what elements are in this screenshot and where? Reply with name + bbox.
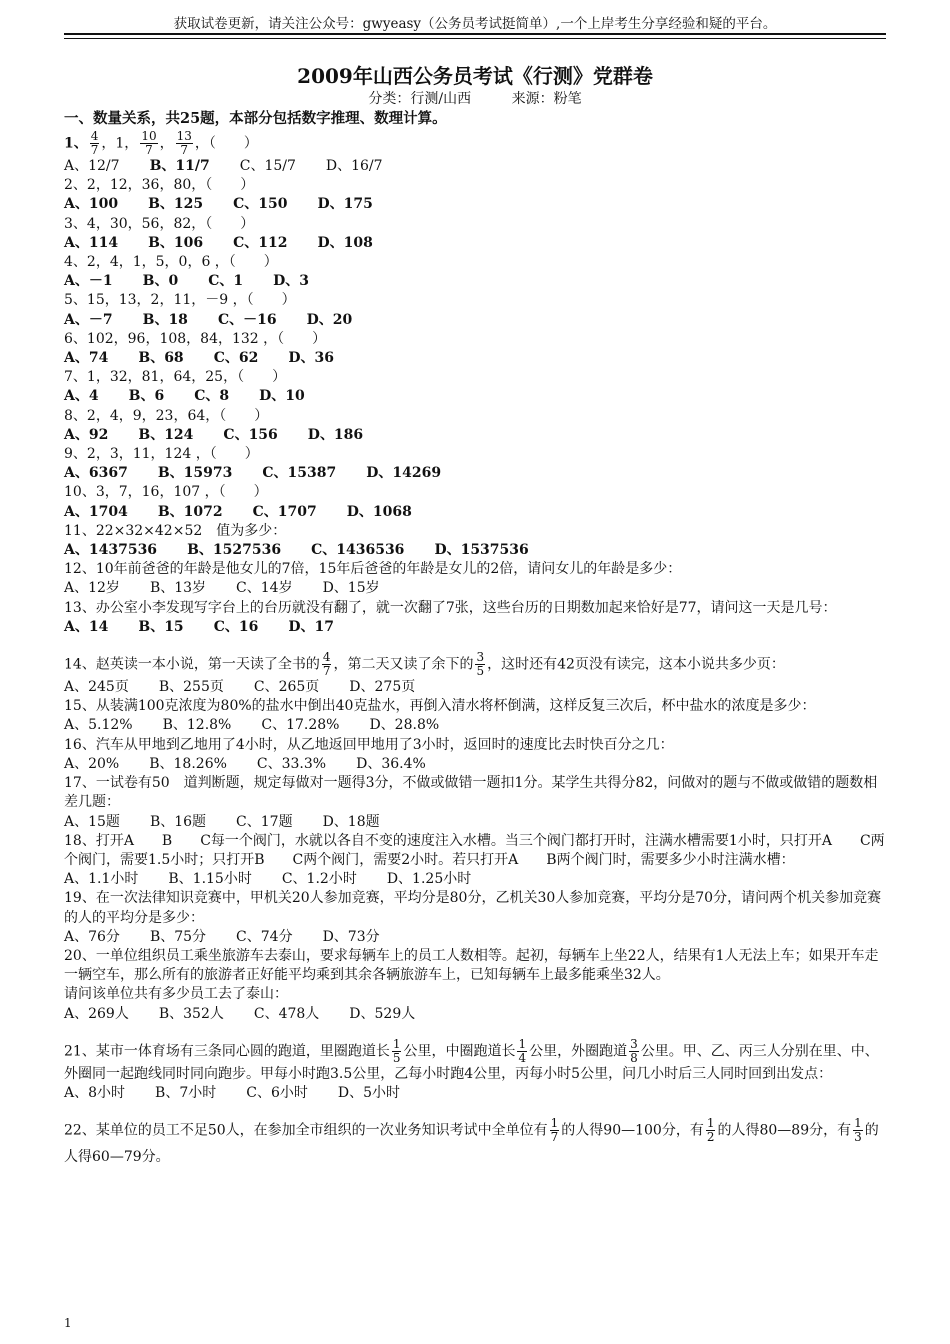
- options-7: A、4 B、6 C、8 D、10: [64, 388, 305, 405]
- options-9: A、6367 B、15973 C、15387 D、14269: [64, 465, 442, 482]
- question-21: 21、某市一体育场有三条同心圆的跑道，里圈跑道长 $\frac{1}{5}$ 公里，中圈跑道长 $\frac{1}{4}$ 公里，外圈跑道 $\frac{3}{8}$ 公里。甲、乙、丙三人分别在里、中、外圈同一起跑线同时同向跑步。甲每小时跑3.5公里，乙每小时跑4公里，丙每小时5公里，问几小时后三人同时回到出发点：: [64, 1036, 879, 1082]
- question-6: 6、102，96，108，84，132 ，（ ）: [64, 330, 327, 347]
- fraction: $\frac{13}{7}$: [176, 129, 192, 157]
- question-15: 15、从装满100克浓度为80%的盐水中倒出40克盐水，再倒入清水将杯倒满，这样反复三次后，杯中盐水的浓度是多少：: [64, 698, 816, 715]
- question-19: 19、在一次法律知识竞赛中，甲机关20人参加竞赛，平均分是80分，乙机关30人参加竞赛，平均分是70分，请问两个机关参加竞赛的人的平均分是多少：: [64, 890, 882, 926]
- options-13: A、14 B、15 C、16 D、17: [64, 618, 334, 635]
- options-8: A、92 B、124 C、156 D、186: [64, 426, 364, 443]
- question-14: 14、赵英读一本小说，第一天读了全书的 $\frac{4}{7}$ ，第二天又读了余下的 $\frac{3}{5}$ ，这时还有42页没有读完，这本小说共多少页：: [64, 650, 785, 679]
- options-12: A、12岁 B、13岁 C、14岁 D、15岁: [64, 580, 380, 597]
- options-2: A、100 B、125 C、150 D、175: [64, 196, 373, 213]
- options-14: A、245页 B、255页 C、265页 D、275页: [64, 679, 416, 696]
- fraction: $\frac{1}{2}$: [706, 1116, 715, 1145]
- question-12: 12、10年前爸爸的年龄是他女儿的7倍，15年后爸爸的年龄是女儿的2倍，请问女儿的年龄是多少：: [64, 561, 682, 578]
- options-18: A、1.1小时 B、1.15小时 C、1.2小时 D、1.25小时: [64, 871, 472, 888]
- question-18: 18、打开A B C每一个阀门，水就以各自不变的速度注入水槽。当三个阀门都打开时，注满水槽需要1小时，只打开A C两个阀门，需要1.5小时；只打开B C两个阀门，需要2小时。若只打开A B两个阀门时，需要多少小时注满水槽：: [64, 832, 885, 868]
- question-8: 8、2，4，9，23，64，（ ）: [64, 407, 269, 424]
- options-11: A、1437536 B、1527536 C、1436536 D、1537536: [64, 542, 529, 559]
- options-10: A、1704 B、1072 C、1707 D、1068: [64, 503, 412, 520]
- options-16: A、20% B、18.26% C、33.3% D、36.4%: [64, 755, 426, 772]
- options-21: A、8小时 B、7小时 C、6小时 D、5小时: [64, 1084, 400, 1101]
- question-7: 7、1，32，81，64，25，（ ）: [64, 369, 287, 386]
- question-4: 4、2，4，1，5，0，6 ，（ ）: [64, 254, 278, 271]
- question-11: 11、22×32×42×52 值为多少：: [64, 522, 287, 539]
- header-rule-thick: [64, 33, 886, 35]
- options-15: A、5.12% B、12.8% C、17.28% D、28.8%: [64, 717, 440, 734]
- question-9: 9、2，3，11，124 ，（ ）: [64, 446, 259, 463]
- page-title: 2009年山西公务员考试《行测》党群卷: [297, 64, 653, 88]
- fraction: $\frac{1}{3}$: [854, 1116, 862, 1145]
- category-label: 分类：行测/山西: [368, 91, 472, 107]
- doc-meta: [0, 88, 950, 108]
- question-13: 13、办公室小李发现写字台上的台历就没有翻了，就一次翻了7张，这些台历的日期数加起来恰好是77，请问这一天是几号：: [64, 599, 837, 616]
- fraction: $\frac{3}{8}$: [630, 1036, 638, 1065]
- question-20: 20、一单位组织员工乘坐旅游车去泰山，要求每辆车上的员工人数相等。起初，每辆车上坐22人，结果有1人无法上车；如果开车走一辆空车，那么所有的旅游者正好能平均乘到其余各辆旅游车上，已知每辆车上最多能乘坐32人。: [64, 947, 879, 984]
- question-10: 10、3，7，16，107 ，（ ）: [64, 484, 268, 501]
- options-19: A、76分 B、75分 C、74分 D、73分: [64, 928, 380, 945]
- source-label: 来源：粉笔: [511, 91, 582, 107]
- options-4: A、－1 B、0 C、1 D、3: [64, 273, 309, 290]
- options-5: A、－7 B、18 C、－16 D、20: [64, 311, 353, 328]
- header-rule-thin: [64, 38, 886, 39]
- question-1: 1、 $\frac{4}{7}$ ，1， $\frac{10}{7}$ ， $\frac{13}{7}$ ，（ ）: [64, 129, 258, 157]
- question-3: 3、4，30，56，82，（ ）: [64, 215, 255, 232]
- question-5: 5、15，13，2，11，－9 ，（ ）: [64, 292, 296, 309]
- page-number: 1: [64, 1316, 72, 1330]
- fraction: $\frac{1}{7}$: [550, 1116, 559, 1145]
- options-17: A、15题 B、16题 C、17题 D、18题: [64, 813, 380, 830]
- question-20-ask: 请问该单位共有多少员工去了泰山：: [64, 986, 288, 1003]
- fraction: $\frac{1}{5}$: [392, 1036, 401, 1065]
- options-20: A、269人 B、352人 C、478人 D、529人: [64, 1005, 416, 1022]
- top-notice: 获取试卷更新，请关注公众号：gwyeasy（公务员考试挺简单）,一个上岸考生分享经验和疑的平台。: [173, 16, 777, 32]
- question-16: 16、汽车从甲地到乙地用了4小时，从乙地返回甲地用了3小时，返回时的速度比去时快百分之几：: [64, 736, 674, 753]
- fraction: $\frac{3}{5}$: [476, 650, 485, 679]
- options-3: A、114 B、106 C、112 D、108: [64, 234, 373, 251]
- section-heading: 一、数量关系，共25题，本部分包括数字推理、数理计算。: [64, 110, 447, 127]
- options-1: A、12/7 B、11/7 C、15/7 D、16/7: [64, 158, 383, 174]
- options-6: A、74 B、68 C、62 D、36: [64, 350, 334, 367]
- fraction: $\frac{4}{7}$: [90, 129, 99, 157]
- question-17: 17、一试卷有50 道判断题，规定每做对一题得3分，不做或做错一题扣1分。某学生共得分82，问做对的题与不做或做错的题数相差几题：: [64, 775, 878, 811]
- question-list: [64, 126, 888, 1170]
- question-22: 22、某单位的员工不足50人，在参加全市组织的一次业务知识考试中全单位有 $\frac{1}{7}$ 的人得90—100分，有 $\frac{1}{2}$ 的人得80—89分，有 $\frac{1}{3}$ 的人得60—79分。: [64, 1116, 879, 1166]
- fraction: $\frac{10}{7}$: [141, 129, 157, 157]
- fraction: $\frac{4}{7}$: [322, 650, 331, 679]
- fraction: $\frac{1}{4}$: [518, 1036, 527, 1065]
- question-2: 2、2，12，36，80，（ ）: [64, 177, 255, 194]
